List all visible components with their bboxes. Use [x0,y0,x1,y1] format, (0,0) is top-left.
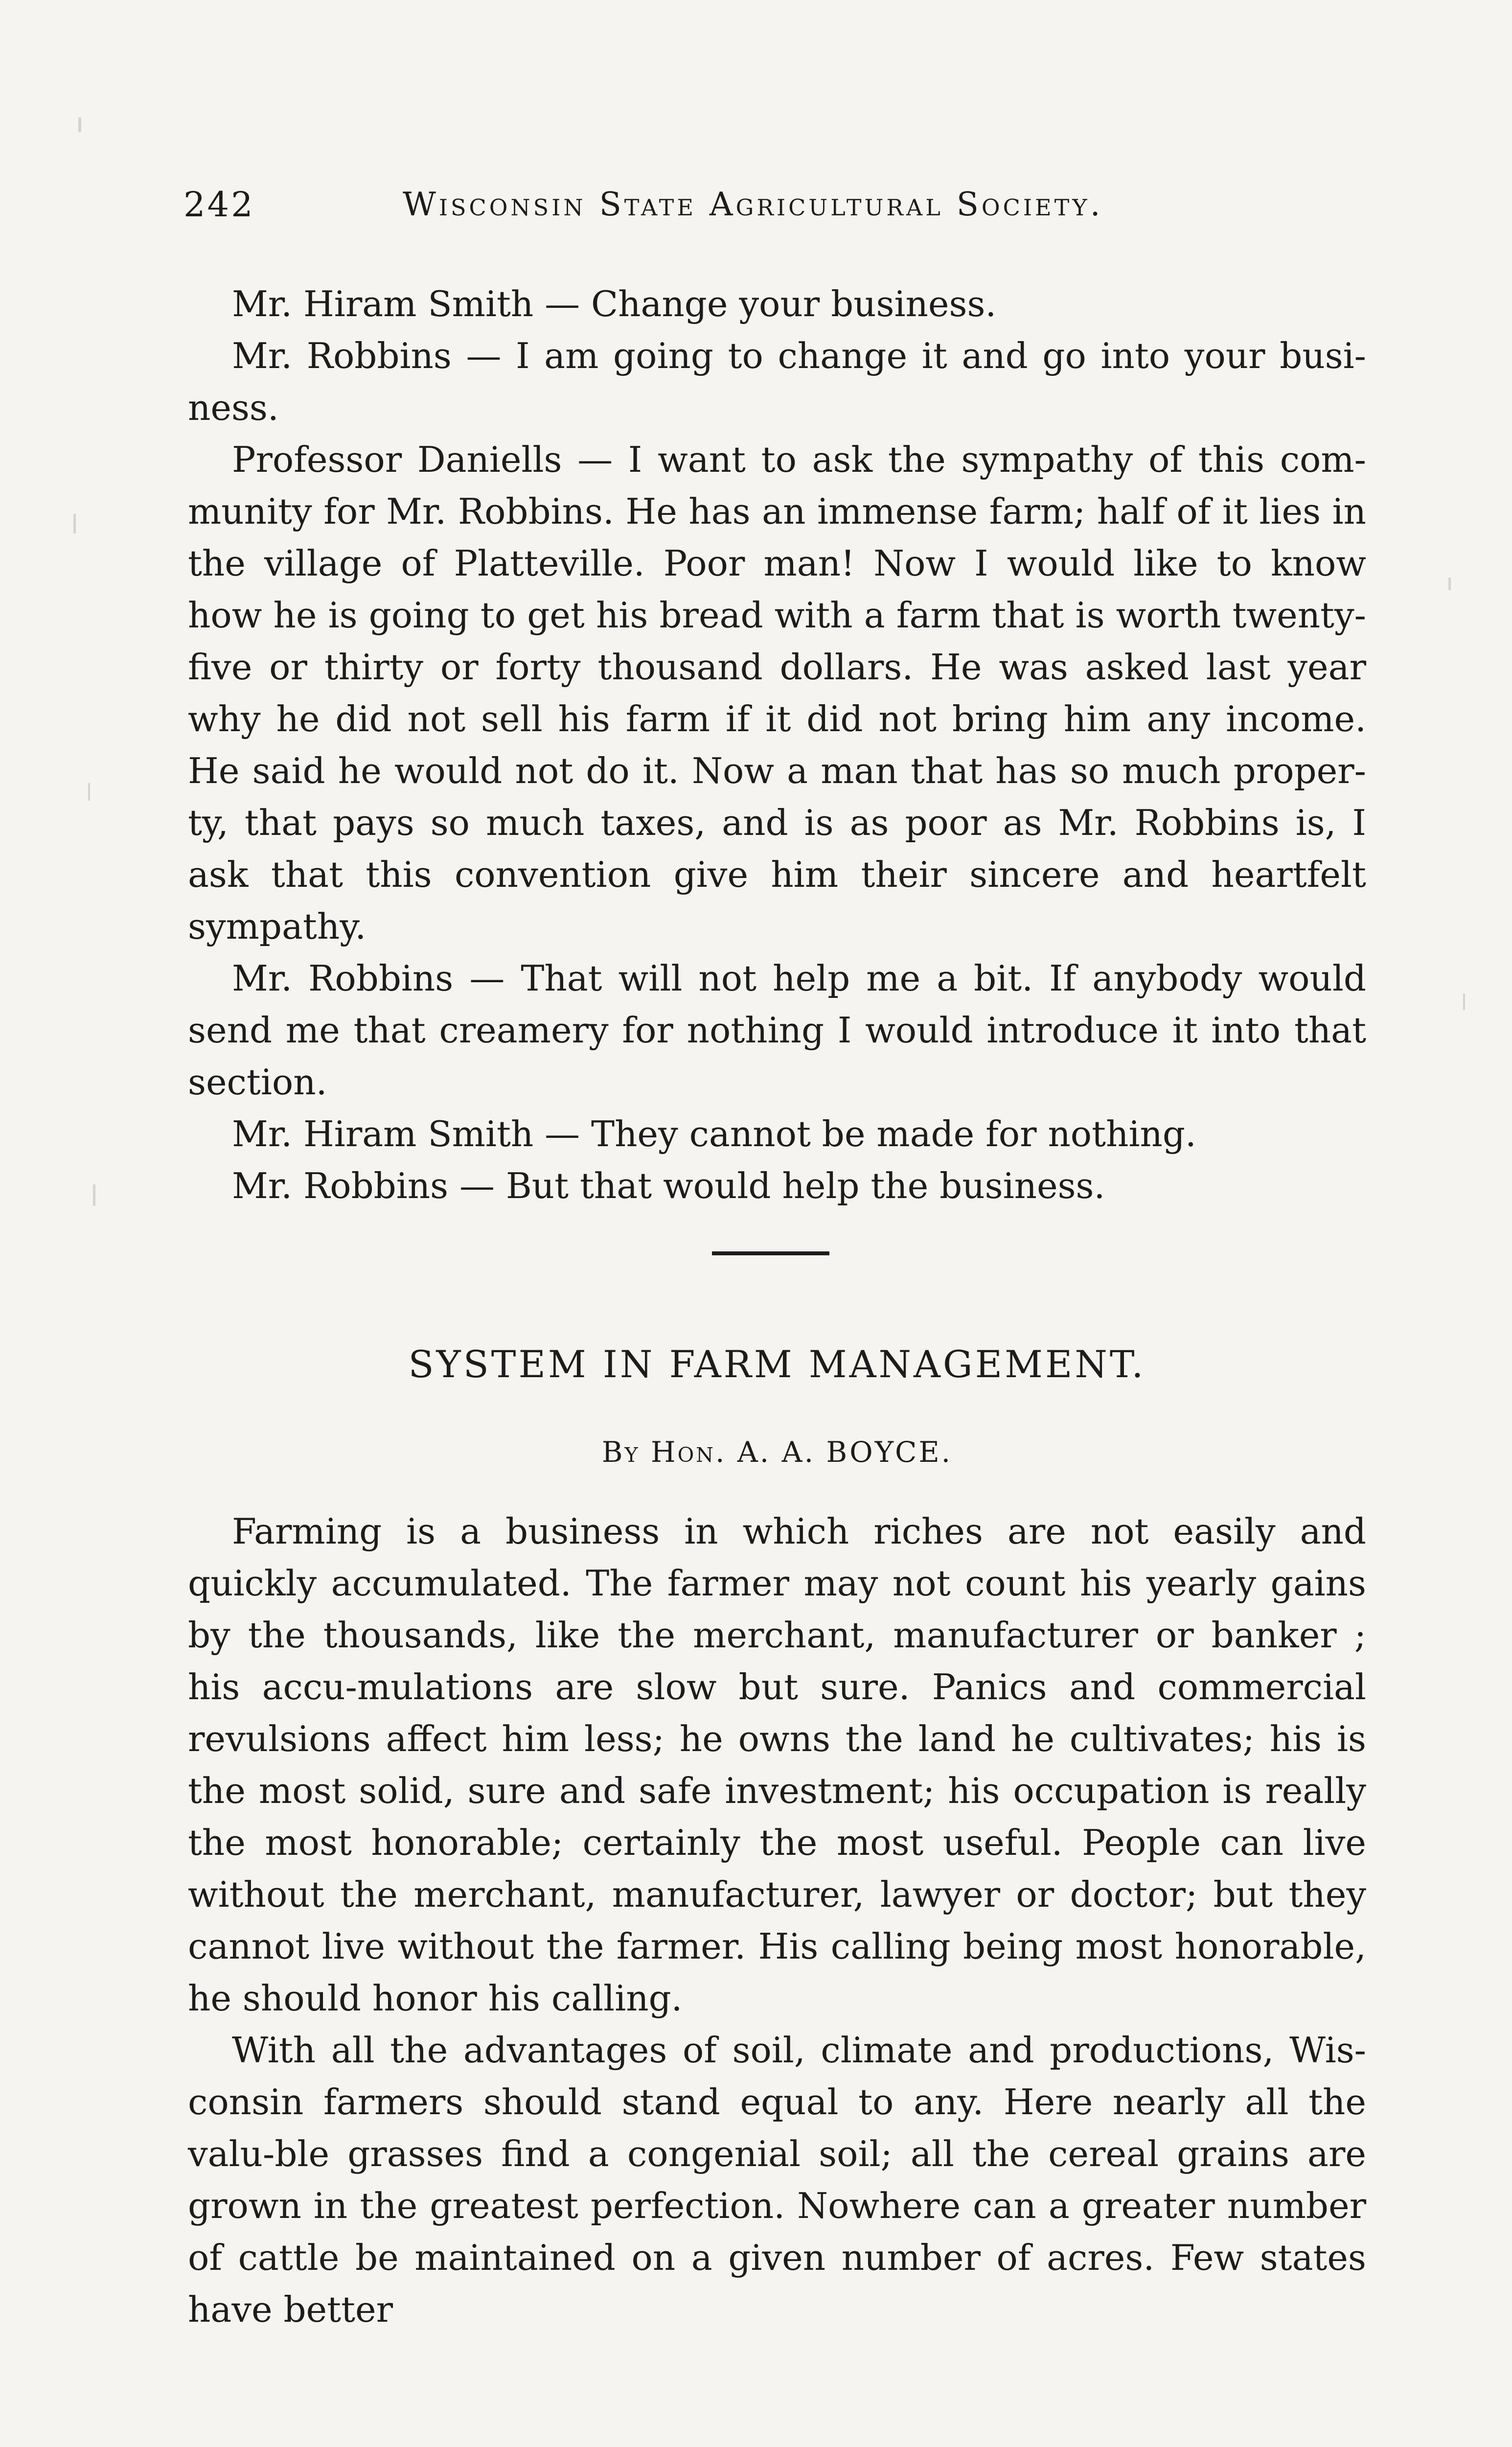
article-body [188,1505,1366,2335]
section-title: SYSTEM IN FARM MANAGEMENT. [408,1342,1146,1386]
section-divider [712,1251,829,1255]
speaker: Mr. Hiram Smith [232,283,534,324]
speaker: Mr. Robbins [232,958,454,999]
paper-speck [1448,577,1451,590]
speech: — That will not help me a bit. If anybody would send me that creamery for nothing I would introduce it into that section. [188,958,1367,1103]
dialogue-block [188,278,1366,1212]
dialogue-line [188,434,1366,952]
speech: — They cannot be made for nothing. [533,1113,1196,1154]
paper-speck [78,117,81,132]
dialogue-line [188,330,1366,434]
paragraph: Farming is a business in which riches are not easily and quickly accumulated. The farmer may not count his yearly gains by the thousands, like the merchant, manufacturer or banker ; his accu-mulations are slow but sure. Panics and commercial revulsions affect him less; he owns the land he cultivates; his is the most solid, sure and safe investment; his occupation is really the most honorable; certainly the most useful. People can live without the merchant, manufacturer, lawyer or doctor; but they cannot live without the farmer. His calling being most honorable, he should honor his calling. [188,1511,1366,2019]
paper-speck [1463,993,1465,1010]
paper-speck [88,783,90,801]
speech: — I am going to change it and go into your busi-ness. [188,335,1366,428]
dialogue-line [188,278,1366,330]
speaker: Professor Daniells [232,439,562,480]
speech: — I want to ask the sympathy of this com-munity for Mr. Robbins. He has an immense farm; half of it lies in the village of Platteville. Poor man! Now I would like to know how he is going to get his bread with a farm that is worth twenty-five or thirty or forty thousand dollars. He was asked last year why he did not sell his farm if it did not bring him any income. He said he would not do it. Now a man that has so much proper-ty, that pays so much taxes, and is as poor as Mr. Robbins is, I ask that this convention give him their sincere and heartfelt sympathy. [188,439,1367,947]
speaker: Mr. Hiram Smith [232,1113,534,1154]
page-number: 242 [183,185,255,225]
speaker: Mr. Robbins [232,1165,449,1206]
speaker: Mr. Robbins [232,335,452,376]
paper-speck [93,1184,95,1206]
dialogue-line [188,952,1366,1108]
author-byline: By Hon. A. A. BOYCE. [601,1435,953,1469]
running-head: Wisconsin State Agricultural Society. [403,185,1103,223]
dialogue-line [188,1160,1366,1212]
speech: — But that would help the business. [448,1165,1105,1206]
dialogue-line [188,1108,1366,1160]
paragraph: With all the advantages of soil, climate and productions, Wis-consin farmers should stand equal to any. Here nearly all the valu-ble grasses find a congenial soil; all the cereal grains are grown in the greatest perfection. Nowhere can a greater number of cattle be maintained on a given number of acres. Few states have better [188,2030,1366,2330]
paper-speck [73,514,76,533]
speech: — Change your business. [533,283,997,324]
page-header [183,180,1397,229]
